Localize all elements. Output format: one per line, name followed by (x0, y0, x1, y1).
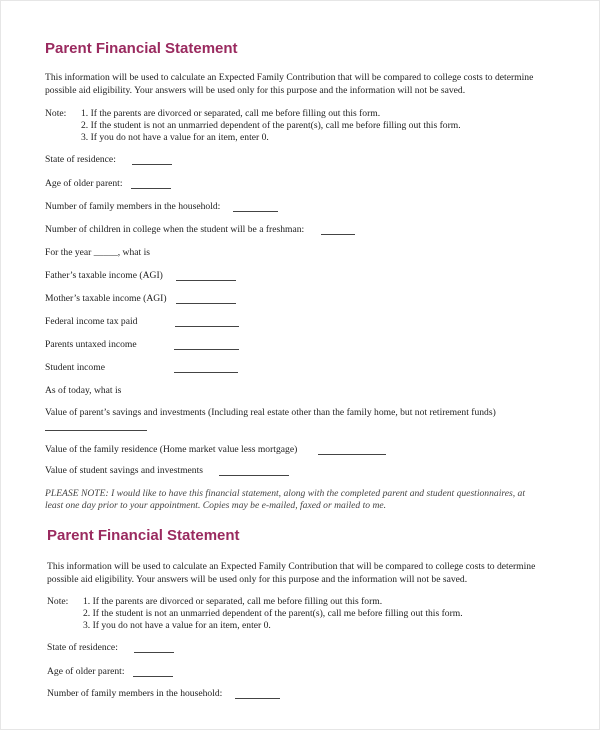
federal-tax-field[interactable] (175, 326, 239, 327)
state-label: State of residence: (45, 154, 116, 165)
children-label: Number of children in college when the student will be a freshman: (45, 224, 305, 235)
children-field[interactable] (321, 234, 355, 235)
savings-field[interactable] (45, 430, 147, 431)
intro-line: This information will be used to calculate an Expected Family Contribution that will be compared to college costs to determine (47, 561, 536, 572)
student-income-field[interactable] (174, 372, 238, 373)
untaxed-income-label: Parents untaxed income (45, 339, 137, 350)
mother-income-field[interactable] (176, 303, 236, 304)
members-field[interactable] (235, 698, 280, 699)
note-item: 3. If you do not have a value for an item, enter 0. (83, 620, 271, 631)
age-label: Age of older parent: (47, 666, 125, 677)
members-label: Number of family members in the household: (45, 201, 221, 212)
age-field[interactable] (133, 676, 173, 677)
age-field[interactable] (131, 188, 171, 189)
note-item: 3. If you do not have a value for an item, enter 0. (81, 132, 269, 143)
federal-tax-label: Federal income tax paid (45, 316, 138, 327)
document-title: Parent Financial Statement (47, 527, 240, 544)
note-item: 2. If the student is not an unmarried dependent of the parent(s), call me before filling out this form. (81, 120, 461, 131)
intro-line: This information will be used to calculate an Expected Family Contribution that will be compared to college costs to determine (45, 72, 534, 83)
members-label: Number of family members in the household: (47, 688, 223, 699)
note-item: 2. If the student is not an unmarried dependent of the parent(s), call me before filling out this form. (83, 608, 463, 619)
student-income-label: Student income (45, 362, 105, 373)
untaxed-income-field[interactable] (174, 349, 239, 350)
state-label: State of residence: (47, 642, 118, 653)
residence-field[interactable] (318, 454, 386, 455)
note-item: 1. If the parents are divorced or separated, call me before filling out this form. (81, 108, 381, 119)
student-savings-field[interactable] (219, 475, 289, 476)
note-label: Note: (45, 108, 67, 119)
as-of-label: As of today, what is (45, 385, 122, 396)
please-note-line: least one day prior to your appointment. Copies may be e-mailed, faxed or mailed to me. (45, 500, 387, 511)
please-note-line: PLEASE NOTE: I would like to have this financial statement, along with the completed parent and student questionnaires, at (45, 488, 525, 499)
student-savings-label: Value of student savings and investments (45, 465, 204, 476)
intro-line: possible aid eligibility. Your answers will be used only for this purpose and the information will not be saved. (45, 85, 466, 96)
document-title: Parent Financial Statement (45, 40, 238, 57)
father-income-field[interactable] (176, 280, 236, 281)
residence-label: Value of the family residence (Home market value less mortgage) (45, 444, 298, 455)
note-item: 1. If the parents are divorced or separated, call me before filling out this form. (83, 596, 383, 607)
intro-line: possible aid eligibility. Your answers will be used only for this purpose and the information will not be saved. (47, 574, 468, 585)
state-field[interactable] (132, 164, 172, 165)
members-field[interactable] (233, 211, 278, 212)
mother-income-label: Mother’s taxable income (AGI) (45, 293, 167, 304)
year-label: For the year _____, what is (45, 247, 150, 258)
note-label: Note: (47, 596, 69, 607)
savings-label: Value of parent’s savings and investments (Including real estate other than the family home, but not retirement funds) (45, 407, 496, 418)
state-field[interactable] (134, 652, 174, 653)
age-label: Age of older parent: (45, 178, 123, 189)
father-income-label: Father’s taxable income (AGI) (45, 270, 163, 281)
